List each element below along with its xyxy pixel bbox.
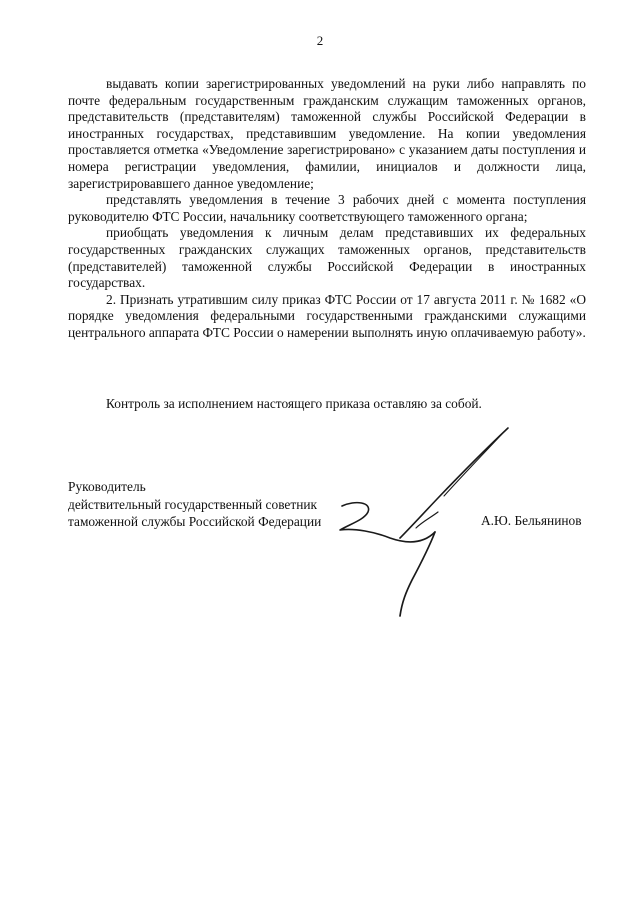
paragraph-repeal-order: 2. Признать утратившим силу приказ ФТС России от 17 августа 2011 г. № 1682 «О порядке уведомления федеральными государственными гражданскими служащими центрального аппарата ФТС России о намерении выполнять иную оплачиваемую работу».	[68, 291, 586, 340]
paragraph-submit-notifications: представлять уведомления в течение 3 рабочих дней с момента поступления руководителю ФТС России, начальнику соответствующего таможенного органа;	[68, 192, 586, 224]
signatory-title-block	[68, 478, 321, 531]
signatory-rank: действительный государственный советник	[68, 496, 318, 512]
page-number: 2	[316, 33, 324, 48]
paragraph-issue-copies: выдавать копии зарегистрированных уведомлений на руки либо направлять по почте федеральным государственным гражданским служащим таможенных органов, представительств (представителям) таможенной службы Российской Федерации в иностранных государствах, представившим уведомление. На копии уведомления проставляется отметка «Уведомление зарегистрировано» с указанием даты поступления и номера регистрации уведомления, фамилии, инициалов и должности лица, зарегистрировавшего данное уведомление;	[68, 76, 586, 191]
document-body	[68, 76, 586, 342]
control-statement: Контроль за исполнением настоящего приказа оставляю за собой.	[106, 396, 482, 411]
signatory-position: Руководитель	[68, 479, 146, 494]
signatory-name: А.Ю. Бельянинов	[481, 513, 582, 528]
paragraph-attach-notifications: приобщать уведомления к личным делам представивших их федеральных государственных гражданских служащих таможенных органов, представительств (представителей) таможенной службы Российской Федерации в иностранных государствах.	[68, 225, 586, 291]
signatory-service: таможенной службы Российской Федерации	[68, 514, 322, 530]
